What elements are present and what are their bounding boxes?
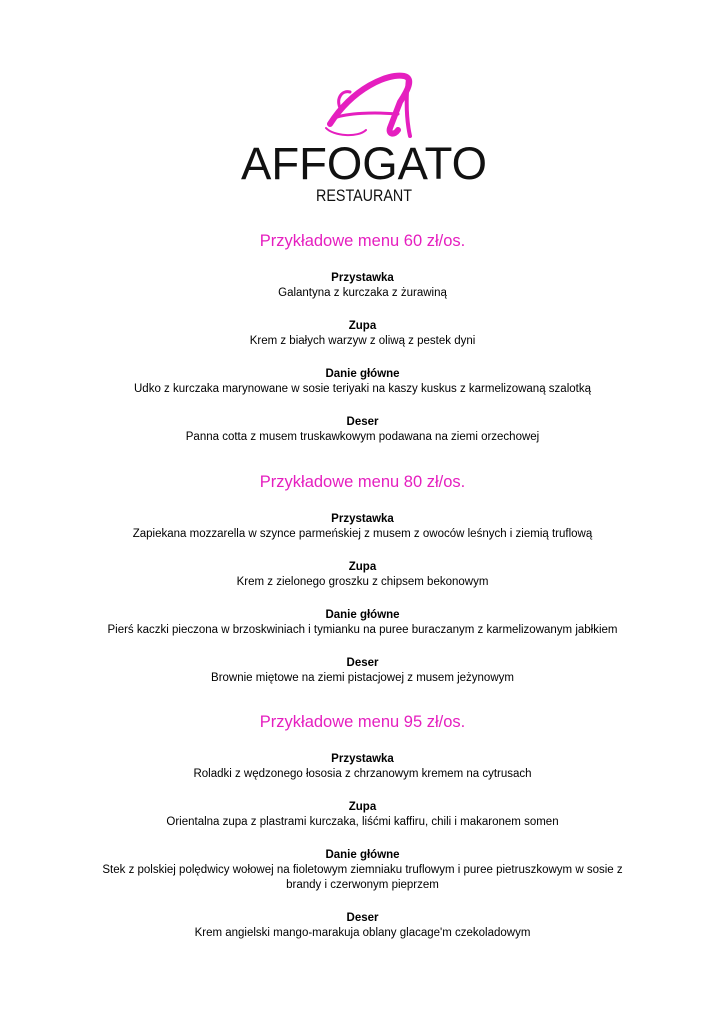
course-dish-line: brandy i czerwonym pieprzem bbox=[286, 879, 439, 891]
logo-monogram bbox=[326, 76, 410, 136]
course-name: Zupa bbox=[348, 561, 377, 573]
course-starter bbox=[0, 271, 725, 301]
menu-title: Przykładowe menu 60 zł/os. bbox=[259, 232, 466, 250]
restaurant-logo bbox=[238, 68, 490, 208]
course-dish: Galantyna z kurczaka z żurawiną bbox=[278, 287, 447, 299]
course-dish: Panna cotta z musem truskawkowym podawana na ziemi orzechowej bbox=[185, 431, 540, 443]
menu-section-80 bbox=[0, 472, 725, 686]
course-dish: Udko z kurczaka marynowane w sosie teriyaki na kaszy kuskus z karmelizowaną szalotką bbox=[134, 383, 591, 395]
course-main bbox=[0, 608, 725, 638]
course-dish: Krem z zielonego groszku z chipsem bekonowym bbox=[236, 576, 489, 588]
course-name: Deser bbox=[346, 657, 379, 669]
course-main bbox=[0, 848, 725, 893]
course-dessert bbox=[0, 911, 725, 941]
course-soup bbox=[0, 319, 725, 349]
course-name: Danie główne bbox=[325, 609, 400, 621]
course-name: Przystawka bbox=[331, 272, 394, 284]
course-name: Deser bbox=[346, 416, 379, 428]
menu-title: Przykładowe menu 95 zł/os. bbox=[259, 713, 466, 731]
course-dessert bbox=[0, 415, 725, 445]
course-soup bbox=[0, 560, 725, 590]
course-name: Zupa bbox=[348, 320, 377, 332]
course-dish: Krem angielski mango-marakuja oblany glacage'm czekoladowym bbox=[194, 927, 531, 939]
course-starter bbox=[0, 752, 725, 782]
course-dish: Orientalna zupa z plastrami kurczaka, liśćmi kaffiru, chili i makaronem somen bbox=[166, 816, 559, 828]
logo-subtitle: RESTAURANT bbox=[316, 187, 412, 205]
course-dish: Brownie miętowe na ziemi pistacjowej z musem jeżynowym bbox=[211, 672, 514, 684]
menu-section-95 bbox=[0, 712, 725, 941]
course-dish-line: Stek z polskiej polędwicy wołowej na fioletowym ziemniaku truflowym i puree pietruszkowym w sosie z bbox=[102, 864, 623, 876]
course-dish: Roladki z wędzonego łososia z chrzanowym kremem na cytrusach bbox=[193, 768, 532, 780]
course-dish: Pierś kaczki pieczona w brzoskwiniach i tymianku na puree buraczanym z karmelizowanym jabłkiem bbox=[107, 624, 618, 636]
course-name: Danie główne bbox=[325, 849, 400, 861]
logo-wordmark: AFFOGATO bbox=[241, 138, 487, 189]
course-dish: Krem z białych warzyw z oliwą z pestek dyni bbox=[249, 335, 476, 347]
course-starter bbox=[0, 512, 725, 542]
course-soup bbox=[0, 800, 725, 830]
course-name: Przystawka bbox=[331, 753, 394, 765]
menu-section-60 bbox=[0, 231, 725, 445]
menu-title: Przykładowe menu 80 zł/os. bbox=[259, 473, 466, 491]
course-name: Danie główne bbox=[325, 368, 400, 380]
course-name: Zupa bbox=[348, 801, 377, 813]
course-dessert bbox=[0, 656, 725, 686]
course-name: Przystawka bbox=[331, 513, 394, 525]
course-name: Deser bbox=[346, 912, 379, 924]
course-dish: Zapiekana mozzarella w szynce parmeńskiej z musem z owoców leśnych i ziemią truflową bbox=[132, 528, 593, 540]
course-main bbox=[0, 367, 725, 397]
